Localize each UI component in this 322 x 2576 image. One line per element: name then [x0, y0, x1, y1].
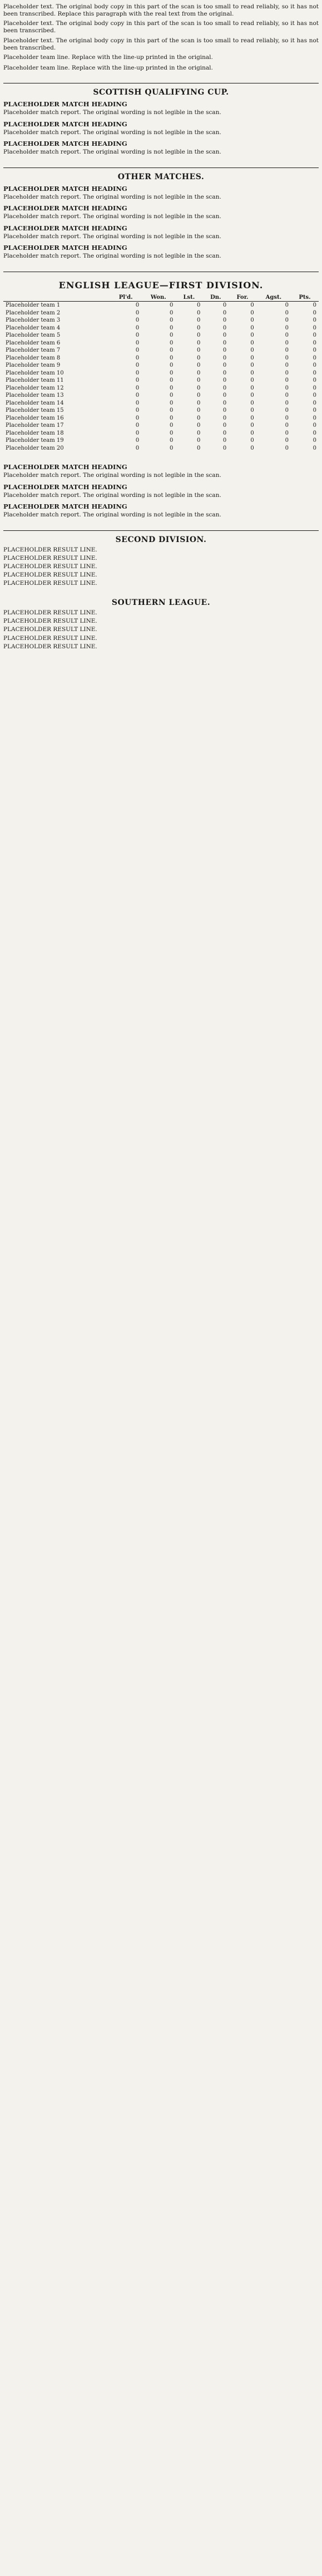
league-stat: 0 [313, 392, 316, 398]
league-stat: 0 [135, 415, 140, 421]
other-matches-headline-2: PLACEHOLDER MATCH HEADING [3, 224, 127, 232]
league-stat: 0 [169, 415, 174, 421]
league-stat: 0 [313, 362, 316, 368]
league-team-name: Placeholder team 15 [6, 407, 64, 413]
league-team-name: Placeholder team 16 [6, 415, 64, 421]
league-team-name: Placeholder team 1 [6, 302, 61, 308]
scottish-qualifying-text-1: Placeholder match report. The original wording is not legible in the scan. [3, 129, 221, 136]
southern-league-fixture-0: PLACEHOLDER RESULT LINE. [3, 609, 97, 617]
league-stat: 0 [197, 437, 201, 444]
league-stat: 0 [313, 407, 316, 413]
league-stat: 0 [197, 324, 201, 331]
second-division-fixture-1: PLACEHOLDER RESULT LINE. [3, 554, 97, 562]
league-stat: 0 [197, 407, 201, 413]
scottish-qualifying-headline-1: PLACEHOLDER MATCH HEADING [3, 120, 127, 128]
league-stat: 0 [222, 339, 227, 346]
league-stat: 0 [169, 324, 174, 331]
league-team-name: Placeholder team 2 [6, 309, 61, 316]
league-stat: 0 [222, 385, 227, 391]
league-stat: 0 [169, 354, 174, 361]
scottish-qualifying-headline-2: PLACEHOLDER MATCH HEADING [3, 140, 127, 147]
league-stat: 0 [197, 422, 201, 428]
league-stat: 0 [197, 332, 201, 338]
league-stat: 0 [135, 370, 140, 376]
league-row [3, 370, 319, 377]
second-division [3, 535, 319, 588]
league-stat: 0 [169, 309, 174, 316]
league-stat: 0 [135, 400, 140, 406]
league-table-body [3, 302, 319, 452]
english-match-text-2: Placeholder match report. The original wording is not legible in the scan. [3, 511, 221, 519]
league-stat: 0 [135, 445, 140, 451]
league-team-name: Placeholder team 18 [6, 430, 64, 436]
league-stat: 0 [250, 347, 254, 353]
league-stat: 0 [285, 385, 289, 391]
league-stat: 0 [169, 422, 174, 428]
league-stat: 0 [169, 392, 174, 398]
league-stat: 0 [222, 392, 227, 398]
second-division-fixture-2: PLACEHOLDER RESULT LINE. [3, 563, 97, 570]
league-row [3, 385, 319, 392]
league-team-name: Placeholder team 20 [6, 445, 64, 451]
league-stat: 0 [313, 400, 316, 406]
southern-league-fixture-2: PLACEHOLDER RESULT LINE. [3, 626, 97, 633]
league-team-name: Placeholder team 11 [6, 377, 64, 383]
league-stat: 0 [197, 377, 201, 383]
league-stat: 0 [222, 302, 227, 308]
league-team-name: Placeholder team 14 [6, 400, 64, 406]
southern-league-fixture-4: PLACEHOLDER RESULT LINE. [3, 643, 97, 650]
other-matches [3, 173, 319, 260]
league-stat: 0 [313, 437, 316, 444]
other-matches-headline-0: PLACEHOLDER MATCH HEADING [3, 184, 127, 193]
league-row [3, 407, 319, 415]
league-row [3, 347, 319, 354]
league-stat: 0 [197, 370, 201, 376]
league-stat: 0 [197, 309, 201, 316]
league-stat: 0 [250, 362, 254, 368]
league-team-name: Placeholder team 17 [6, 422, 64, 428]
other-matches-headline-1: PLACEHOLDER MATCH HEADING [3, 204, 127, 212]
second-division-fixture-3: PLACEHOLDER RESULT LINE. [3, 571, 97, 578]
league-team-name: Placeholder team 9 [6, 362, 61, 368]
english-match-headline-0: PLACEHOLDER MATCH HEADING [3, 463, 127, 471]
league-stat: 0 [135, 332, 140, 338]
league-team-name: Placeholder team 5 [6, 332, 61, 338]
league-stat: 0 [313, 385, 316, 391]
league-col-points: Pts. [291, 294, 319, 302]
league-stat: 0 [135, 339, 140, 346]
league-stat: 0 [313, 324, 316, 331]
league-stat: 0 [169, 377, 174, 383]
league-stat: 0 [135, 347, 140, 353]
league-stat: 0 [197, 415, 201, 421]
league-row [3, 430, 319, 437]
league-row [3, 400, 319, 407]
league-stat: 0 [313, 445, 316, 451]
league-col-drawn: Dn. [202, 294, 229, 302]
league-team-name: Placeholder team 7 [6, 347, 61, 353]
league-stat: 0 [313, 370, 316, 376]
league-stat: 0 [285, 332, 289, 338]
league-row [3, 317, 319, 324]
league-row [3, 354, 319, 362]
league-stat: 0 [197, 445, 201, 451]
league-stat: 0 [285, 370, 289, 376]
league-stat: 0 [285, 415, 289, 421]
league-stat: 0 [250, 302, 254, 308]
league-row [3, 309, 319, 317]
opening-report [3, 3, 319, 72]
league-team-name: Placeholder team 6 [6, 339, 61, 346]
league-stat: 0 [285, 354, 289, 361]
league-stat: 0 [169, 407, 174, 413]
league-table-header-row [3, 294, 319, 302]
league-stat: 0 [169, 347, 174, 353]
league-stat: 0 [197, 362, 201, 368]
league-stat: 0 [135, 309, 140, 316]
league-stat: 0 [197, 430, 201, 436]
league-stat: 0 [135, 324, 140, 331]
league-stat: 0 [285, 347, 289, 353]
southern-league [3, 598, 319, 651]
league-stat: 0 [135, 354, 140, 361]
league-stat: 0 [169, 332, 174, 338]
league-col-goals-for: For. [229, 294, 256, 302]
league-row [3, 302, 319, 309]
league-stat: 0 [250, 422, 254, 428]
league-stat: 0 [222, 309, 227, 316]
english-match-headline-2: PLACEHOLDER MATCH HEADING [3, 503, 127, 510]
english-match-headline-1: PLACEHOLDER MATCH HEADING [3, 482, 127, 491]
league-stat: 0 [169, 400, 174, 406]
league-stat: 0 [313, 430, 316, 436]
league-stat: 0 [313, 354, 316, 361]
league-row [3, 415, 319, 422]
league-stat: 0 [285, 302, 289, 308]
league-team-name: Placeholder team 8 [6, 354, 61, 361]
league-stat: 0 [285, 392, 289, 398]
league-team-name: Placeholder team 10 [6, 370, 64, 376]
southern-league-fixture-1: PLACEHOLDER RESULT LINE. [3, 618, 97, 625]
league-stat: 0 [250, 354, 254, 361]
league-stat: 0 [285, 422, 289, 428]
league-stat: 0 [169, 317, 174, 323]
league-stat: 0 [250, 339, 254, 346]
league-stat: 0 [169, 430, 174, 436]
league-stat: 0 [197, 347, 201, 353]
other-matches-text-1: Placeholder match report. The original wording is not legible in the scan. [3, 213, 221, 220]
league-row [3, 422, 319, 430]
league-row [3, 332, 319, 339]
league-stat: 0 [197, 354, 201, 361]
league-stat: 0 [135, 317, 140, 323]
english-match-reports [3, 463, 319, 519]
league-stat: 0 [222, 445, 227, 451]
other-matches-text-2: Placeholder match report. The original wording is not legible in the scan. [3, 233, 221, 240]
league-team-name: Placeholder team 13 [6, 392, 64, 398]
league-stat: 0 [285, 430, 289, 436]
league-col-team [3, 294, 110, 302]
league-stat: 0 [285, 377, 289, 383]
league-stat: 0 [222, 347, 227, 353]
league-stat: 0 [222, 317, 227, 323]
league-stat: 0 [169, 385, 174, 391]
other-matches-headline-3: PLACEHOLDER MATCH HEADING [3, 244, 127, 252]
league-stat: 0 [197, 302, 201, 308]
opening-report-body-1: Placeholder text. The original body copy in this part of the scan is too small to read reliably, so it has not been transcribed. [3, 20, 319, 35]
league-stat: 0 [197, 317, 201, 323]
league-stat: 0 [313, 302, 316, 308]
league-stat: 0 [285, 317, 289, 323]
league-stat: 0 [169, 370, 174, 376]
league-col-played: Pl'd. [110, 294, 141, 302]
league-stat: 0 [169, 339, 174, 346]
english-league-first-division [3, 280, 319, 452]
league-stat: 0 [222, 430, 227, 436]
league-stat: 0 [313, 422, 316, 428]
league-stat: 0 [250, 317, 254, 323]
league-stat: 0 [250, 415, 254, 421]
league-stat: 0 [313, 347, 316, 353]
opening-report-intro: Placeholder text. The original body copy in this part of the scan is too small to read reliably, so it has not been transcribed. Replace this paragraph with the real text from the original. [3, 3, 319, 18]
league-col-won: Won. [141, 294, 175, 302]
league-stat: 0 [135, 437, 140, 444]
league-stat: 0 [250, 370, 254, 376]
league-stat: 0 [222, 437, 227, 444]
scottish-qualifying-title: SCOTTISH QUALIFYING CUP. [93, 88, 229, 97]
league-stat: 0 [135, 392, 140, 398]
league-stat: 0 [313, 309, 316, 316]
league-stat: 0 [197, 400, 201, 406]
league-stat: 0 [313, 339, 316, 346]
league-stat: 0 [250, 309, 254, 316]
league-stat: 0 [169, 437, 174, 444]
league-col-goals-against: Agst. [256, 294, 291, 302]
english-league-title: ENGLISH LEAGUE—FIRST DIVISION. [58, 279, 264, 290]
league-stat: 0 [135, 302, 140, 308]
league-stat: 0 [135, 377, 140, 383]
league-stat: 0 [135, 430, 140, 436]
league-stat: 0 [197, 385, 201, 391]
second-division-title: SECOND DIVISION. [115, 535, 207, 544]
league-stat: 0 [313, 332, 316, 338]
opening-report-teams-1: Placeholder team line. Replace with the line-up printed in the original. [3, 53, 213, 61]
league-team-name: Placeholder team 3 [6, 317, 61, 323]
league-stat: 0 [250, 437, 254, 444]
league-stat: 0 [285, 309, 289, 316]
league-stat: 0 [169, 362, 174, 368]
second-division-fixture-4: PLACEHOLDER RESULT LINE. [3, 580, 97, 587]
league-stat: 0 [222, 422, 227, 428]
league-team-name: Placeholder team 12 [6, 385, 64, 391]
league-stat: 0 [250, 430, 254, 436]
league-stat: 0 [250, 407, 254, 413]
league-stat: 0 [313, 317, 316, 323]
league-stat: 0 [222, 362, 227, 368]
english-match-text-1: Placeholder match report. The original wording is not legible in the scan. [3, 491, 221, 499]
league-team-name: Placeholder team 4 [6, 324, 61, 331]
league-stat: 0 [285, 407, 289, 413]
league-stat: 0 [197, 392, 201, 398]
league-stat: 0 [222, 354, 227, 361]
english-match-text-0: Placeholder match report. The original wording is not legible in the scan. [3, 472, 221, 479]
league-stat: 0 [197, 339, 201, 346]
league-stat: 0 [313, 377, 316, 383]
league-row [3, 445, 319, 452]
southern-league-fixture-3: PLACEHOLDER RESULT LINE. [3, 634, 97, 642]
league-stat: 0 [222, 400, 227, 406]
divider [3, 530, 319, 531]
league-stat: 0 [285, 339, 289, 346]
league-stat: 0 [250, 377, 254, 383]
league-col-lost: Lst. [175, 294, 202, 302]
main-column [3, 3, 319, 651]
league-row [3, 339, 319, 347]
league-stat: 0 [222, 324, 227, 331]
league-stat: 0 [250, 332, 254, 338]
league-table [3, 294, 319, 452]
league-stat: 0 [285, 445, 289, 451]
scottish-qualifying-text-0: Placeholder match report. The original wording is not legible in the scan. [3, 109, 221, 116]
league-stat: 0 [313, 415, 316, 421]
league-stat: 0 [222, 370, 227, 376]
scottish-qualifying-cup [3, 88, 319, 156]
league-stat: 0 [285, 437, 289, 444]
league-stat: 0 [285, 324, 289, 331]
league-row [3, 324, 319, 332]
scottish-qualifying-text-2: Placeholder match report. The original wording is not legible in the scan. [3, 149, 221, 156]
league-stat: 0 [250, 385, 254, 391]
scottish-qualifying-headline-0: PLACEHOLDER MATCH HEADING [3, 100, 127, 108]
league-stat: 0 [250, 324, 254, 331]
league-stat: 0 [285, 362, 289, 368]
league-row [3, 392, 319, 400]
league-stat: 0 [169, 302, 174, 308]
league-stat: 0 [222, 407, 227, 413]
league-stat: 0 [285, 400, 289, 406]
opening-report-teams-2: Placeholder team line. Replace with the line-up printed in the original. [3, 64, 213, 71]
league-stat: 0 [250, 445, 254, 451]
league-stat: 0 [250, 400, 254, 406]
league-row [3, 362, 319, 370]
other-matches-text-0: Placeholder match report. The original wording is not legible in the scan. [3, 193, 221, 200]
league-stat: 0 [169, 445, 174, 451]
league-stat: 0 [222, 377, 227, 383]
other-matches-title: OTHER MATCHES. [117, 172, 205, 181]
league-stat: 0 [222, 415, 227, 421]
league-stat: 0 [250, 392, 254, 398]
southern-league-title: SOUTHERN LEAGUE. [111, 598, 211, 608]
league-stat: 0 [222, 332, 227, 338]
league-stat: 0 [135, 362, 140, 368]
league-stat: 0 [135, 422, 140, 428]
other-matches-text-3: Placeholder match report. The original wording is not legible in the scan. [3, 253, 221, 260]
league-row [3, 437, 319, 445]
league-row [3, 377, 319, 385]
second-division-fixture-0: PLACEHOLDER RESULT LINE. [3, 546, 97, 553]
league-stat: 0 [135, 407, 140, 413]
league-stat: 0 [135, 385, 140, 391]
opening-report-body-2: Placeholder text. The original body copy in this part of the scan is too small to read reliably, so it has not been transcribed. [3, 37, 319, 51]
league-team-name: Placeholder team 19 [6, 437, 64, 444]
